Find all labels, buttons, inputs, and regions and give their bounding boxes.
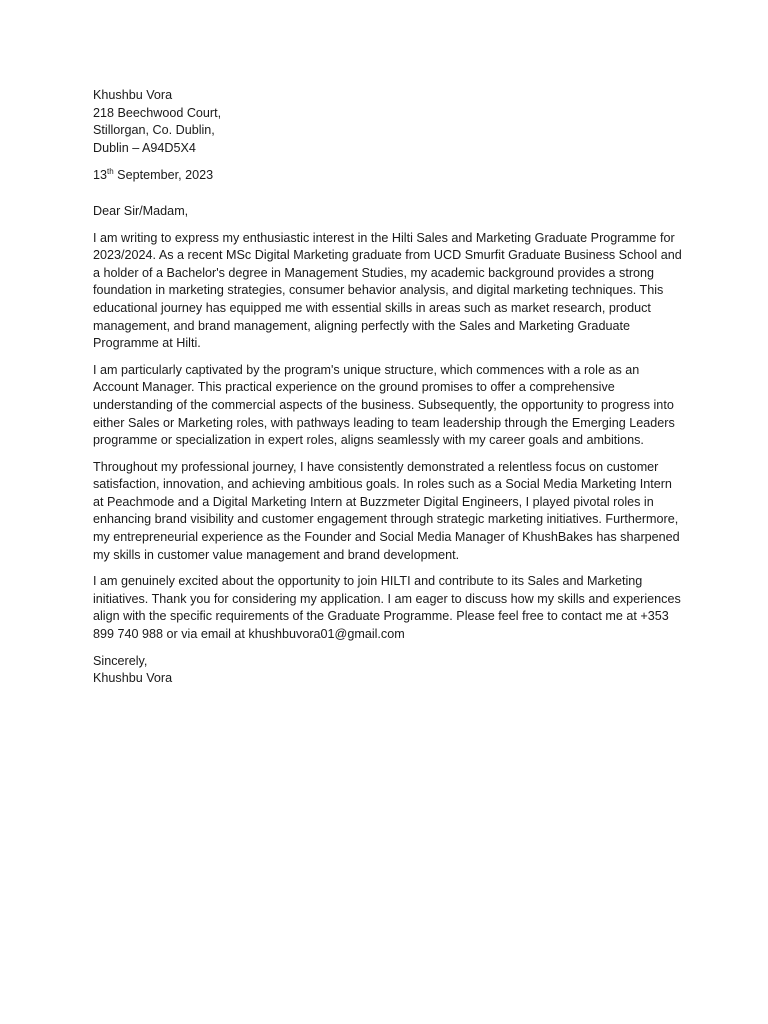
sender-address-block xyxy=(93,87,683,157)
letter-body xyxy=(93,87,683,688)
date-month-year: September, 2023 xyxy=(113,168,214,183)
closing-block xyxy=(93,653,683,688)
address-line-postcode: Dublin – A94D5X4 xyxy=(93,140,196,155)
paragraph-interest: I am writing to express my enthusiastic interest in the Hilti Sales and Marketing Graduate Programme for 2023/2024. As a recent MSc Digital Marketing graduate from UCD Smurfit Graduate Business School and a holder of a Bachelor's degree in Management Studies, my academic background provides a strong foundation in marketing strategies, consumer behavior analysis, and digital marketing techniques. This educational journey has equipped me with essential skills in areas such as market research, product management, and brand management, aligning perfectly with the Sales and Marketing Graduate Programme at Hilti. xyxy=(93,230,682,351)
paragraph-contact: I am genuinely excited about the opportunity to join HILTI and contribute to its Sales and Marketing initiatives. Thank you for considering my application. I am eager to discuss how my skills and experiences align with the specific requirements of the Graduate Programme. Please feel free to contact me at +353 899 740 988 or via email at khushbuvora01@gmail.com xyxy=(93,574,681,642)
address-line-area: Stillorgan, Co. Dublin, xyxy=(93,123,215,138)
letter-date xyxy=(93,167,683,185)
salutation: Dear Sir/Madam, xyxy=(93,203,189,218)
paragraph-program-structure: I am particularly captivated by the program's unique structure, which commences with a role as an Account Manager. This practical experience on the ground promises to offer a comprehensive understanding of the commercial aspects of the business. Subsequently, the opportunity to progress into either Sales or Marketing roles, with pathways leading to team leadership through the Emerging Leaders programme or specialization in expert roles, aligns seamlessly with my career goals and ambitions. xyxy=(93,362,675,448)
paragraph-experience: Throughout my professional journey, I have consistently demonstrated a relentless focus on customer satisfaction, innovation, and achieving ambitious goals. In roles such as a Social Media Marketing Intern at Peachmode and a Digital Marketing Intern at Buzzmeter Digital Engineers, I played pivotal roles in enhancing brand visibility and customer engagement through strategic marketing initiatives. Furthermore, my entrepreneurial experience as the Founder and Social Media Manager of KhushBakes has sharpened my skills in customer value management and brand development. xyxy=(93,459,680,562)
signature-name: Khushbu Vora xyxy=(93,671,173,686)
sender-name: Khushbu Vora xyxy=(93,88,173,102)
date-ordinal-suffix: th xyxy=(107,167,114,177)
date-day: 13 xyxy=(93,168,108,183)
address-line-street: 218 Beechwood Court, xyxy=(93,105,222,120)
valediction: Sincerely, xyxy=(93,653,148,668)
